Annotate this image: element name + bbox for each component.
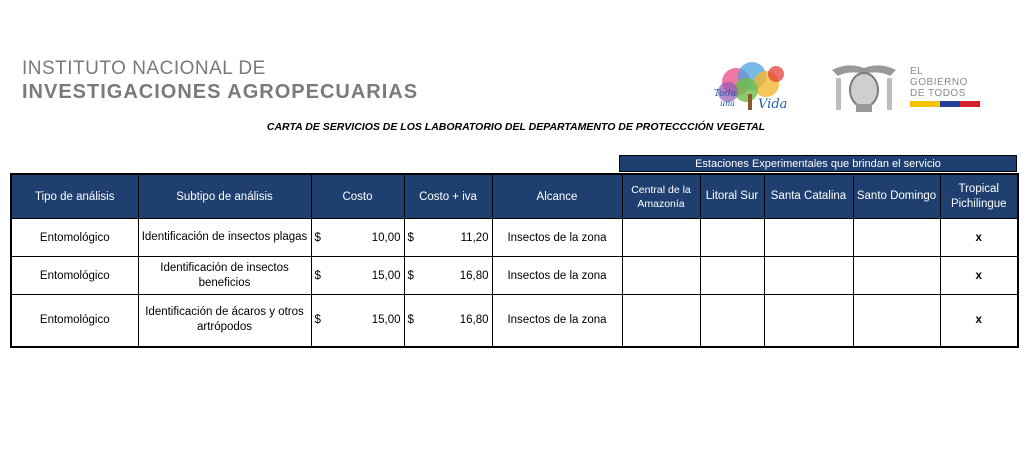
logo-text-una: una [720,99,736,108]
cost-iva-value: 11,20 [460,231,489,244]
stations-group-header: Estaciones Experimentales que brindan el servicio [619,155,1017,172]
cell-alcance: Insectos de la zona [492,257,622,295]
cell-santa-catalina [764,257,853,295]
cell-costo [311,219,404,257]
cell-tipo: Entomológico [11,257,138,295]
cell-litoral-sur [700,219,764,257]
cell-tropical-pichilingue: x [940,219,1018,257]
cell-santo-domingo [853,219,940,257]
cell-tropical-pichilingue: x [940,257,1018,295]
cell-santa-catalina [764,219,853,257]
col-header-santo-domingo: Santo Domingo [853,174,940,219]
currency-symbol: $ [314,269,321,282]
col-header-costo: Costo [311,174,404,219]
cell-costo [311,295,404,347]
table-row [11,219,1018,257]
col-header-costo-iva: Costo + iva [404,174,492,219]
gob-line3: DE TODOS [910,88,966,99]
services-table [10,173,1019,348]
cell-tipo: Entomológico [11,219,138,257]
cell-alcance: Insectos de la zona [492,219,622,257]
cell-litoral-sur [700,295,764,347]
cost-iva-value: 16,80 [459,314,489,327]
cost-value: 10,00 [371,231,401,244]
cell-subtipo: Identificación de insectos beneficios [138,257,311,295]
gob-line1: EL [910,66,924,77]
gobierno-text [910,66,980,110]
cell-tropical-pichilingue: x [940,295,1018,347]
institute-name-line1: INSTITUTO NACIONAL DE [22,58,266,79]
col-header-alcance: Alcance [492,174,622,219]
cell-central-amazonia [622,257,700,295]
col-header-litoral-sur: Litoral Sur [700,174,764,219]
institute-name-line2: INVESTIGACIONES AGROPECUARIAS [22,81,419,103]
toda-una-vida-logo [706,60,802,112]
currency-symbol: $ [407,314,414,327]
table-row [11,295,1018,347]
logo-text-vida: Vida [758,97,788,112]
currency-symbol: $ [314,231,321,244]
currency-symbol: $ [407,269,414,282]
gobierno-logo [828,60,988,116]
cost-value: 15,00 [371,269,401,282]
col-header-santa-catalina: Santa Catalina [764,174,853,219]
cost-value: 15,00 [371,314,401,327]
col-header-subtipo: Subtipo de análisis [138,174,311,219]
institute-name [22,58,418,104]
cell-costo-iva [404,295,492,347]
document-title: CARTA DE SERVICIOS DE LOS LABORATORIO DEL DEPARTAMENTO DE PROTECCCIÓN VEGETAL [266,121,766,133]
currency-symbol: $ [314,314,321,327]
cell-costo-iva [404,257,492,295]
cell-santa-catalina [764,295,853,347]
col-header-tipo: Tipo de análisis [11,174,138,219]
cell-costo-iva [404,219,492,257]
cell-tipo: Entomológico [11,295,138,347]
coat-of-arms-icon [828,60,900,116]
col-header-central-amazonia: Central de la Amazonía [622,174,700,219]
cell-costo [311,257,404,295]
flag-stripe-icon [910,101,980,107]
cell-central-amazonia [622,219,700,257]
table-row [11,257,1018,295]
cell-santo-domingo [853,295,940,347]
cost-iva-value: 16,80 [459,269,489,282]
cell-litoral-sur [700,257,764,295]
cell-alcance: Insectos de la zona [492,295,622,347]
cell-subtipo: Identificación de ácaros y otros artrópodos [138,295,311,347]
table-header-row [11,174,1018,219]
gob-line2: GOBIERNO [910,77,968,88]
cell-santo-domingo [853,257,940,295]
cell-subtipo: Identificación de insectos plagas [138,219,311,257]
logo-text-toda: Toda [714,89,736,99]
col-header-tropical-pichilingue: Tropical Pichilingue [940,174,1018,219]
currency-symbol: $ [407,231,414,244]
cell-central-amazonia [622,295,700,347]
